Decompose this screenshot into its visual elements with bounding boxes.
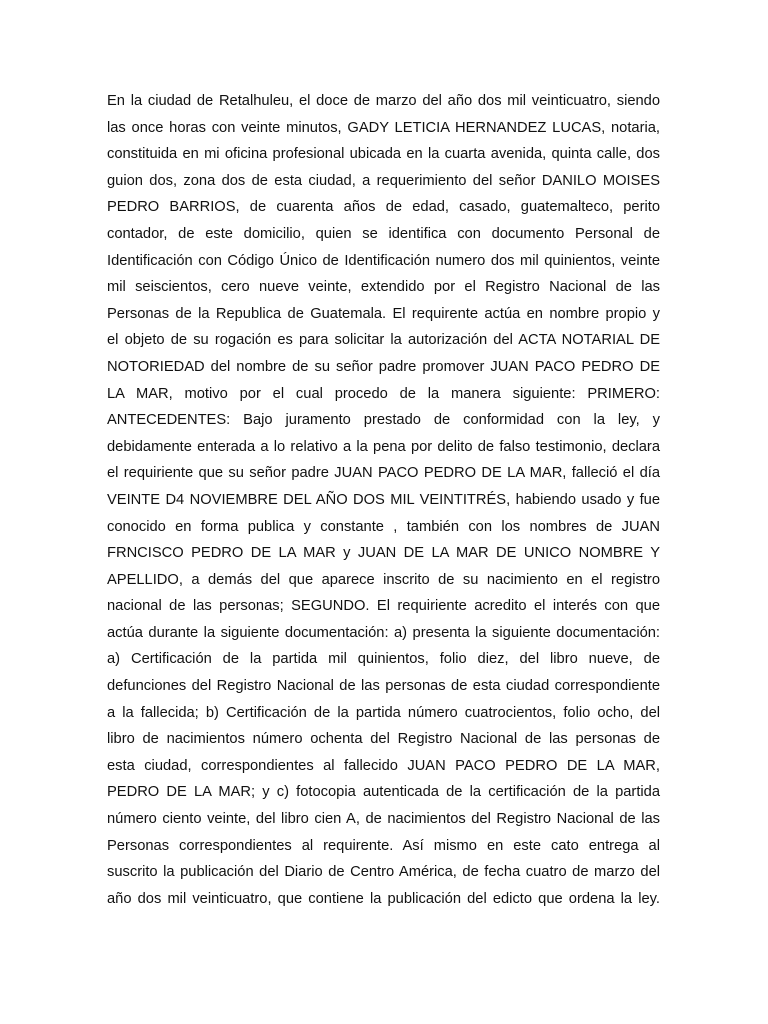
text-line: PEDRO DE LA MAR; y c) fotocopia autenticada de la certificación de la partida bbox=[107, 784, 660, 801]
text-line: libro de nacimientos número ochenta del Registro Nacional de las personas de bbox=[107, 731, 660, 748]
text-line: actúa durante la siguiente documentación: a) presenta la siguiente documentación: bbox=[107, 624, 660, 641]
text-line: Personas correspondientes al requirente. Así mismo en este cato entrega al bbox=[107, 837, 660, 854]
text-line: conocido en forma publica y constante , también con los nombres de JUAN bbox=[107, 518, 660, 535]
text-line: suscrito la publicación del Diario de Centro América, de fecha cuatro de marzo del bbox=[107, 864, 660, 881]
text-line: En la ciudad de Retalhuleu, el doce de marzo del año dos mil veinticuatro, siendo bbox=[107, 93, 660, 109]
text-line: debidamente enterada a lo relativo a la pena por delito de falso testimonio, declara bbox=[107, 438, 660, 455]
text-line: guion dos, zona dos de esta ciudad, a requerimiento del señor DANILO MOISES bbox=[107, 172, 660, 189]
text-line: VEINTE D4 NOVIEMBRE DEL AÑO DOS MIL VEINTITRÉS, habiendo usado y fue bbox=[107, 491, 660, 508]
text-line: APELLIDO, a demás del que aparece inscrito de su nacimiento en el registro bbox=[107, 571, 660, 588]
text-line: Identificación con Código Único de Identificación numero dos mil quinientos, veinte bbox=[107, 252, 660, 269]
text-line: ANTECEDENTES: Bajo juramento prestado de conformidad con la ley, y bbox=[107, 412, 660, 429]
text-line: las once horas con veinte minutos, GADY LETICIA HERNANDEZ LUCAS, notaria, bbox=[107, 119, 660, 136]
text-line: PEDRO BARRIOS, de cuarenta años de edad, casado, guatemalteco, perito bbox=[107, 199, 660, 216]
text-line: nacional de las personas; SEGUNDO. El requiriente acredito el interés con que bbox=[107, 598, 660, 615]
text-line: Personas de la Republica de Guatemala. El requirente actúa en nombre propio y bbox=[107, 305, 660, 322]
text-line: constituida en mi oficina profesional ubicada en la cuarta avenida, quinta calle, dos bbox=[107, 146, 660, 163]
notarial-act-paragraph bbox=[107, 88, 660, 912]
text-line: defunciones del Registro Nacional de las personas de esta ciudad correspondiente bbox=[107, 678, 660, 695]
text-line: FRNCISCO PEDRO DE LA MAR y JUAN DE LA MAR DE UNICO NOMBRE Y bbox=[107, 545, 660, 562]
text-line: número ciento veinte, del libro cien A, de nacimientos del Registro Nacional de las bbox=[107, 811, 660, 828]
text-line: contador, de este domicilio, quien se identifica con documento Personal de bbox=[107, 225, 660, 242]
text-line: el objeto de su rogación es para solicitar la autorización del ACTA NOTARIAL DE bbox=[107, 332, 660, 349]
text-line: año dos mil veinticuatro, que contiene la publicación del edicto que ordena la ley. bbox=[107, 890, 660, 907]
text-line: esta ciudad, correspondientes al fallecido JUAN PACO PEDRO DE LA MAR, bbox=[107, 757, 660, 774]
text-line: NOTORIEDAD del nombre de su señor padre promover JUAN PACO PEDRO DE bbox=[107, 358, 660, 375]
text-line: a la fallecida; b) Certificación de la partida número cuatrocientos, folio ocho, del bbox=[107, 704, 660, 721]
text-line: mil seiscientos, cero nueve veinte, extendido por el Registro Nacional de las bbox=[107, 279, 660, 296]
text-line: el requiriente que su señor padre JUAN PACO PEDRO DE LA MAR, falleció el día bbox=[107, 465, 660, 482]
text-line: LA MAR, motivo por el cual procedo de la manera siguiente: PRIMERO: bbox=[107, 385, 660, 402]
text-line: a) Certificación de la partida mil quinientos, folio diez, del libro nueve, de bbox=[107, 651, 660, 668]
